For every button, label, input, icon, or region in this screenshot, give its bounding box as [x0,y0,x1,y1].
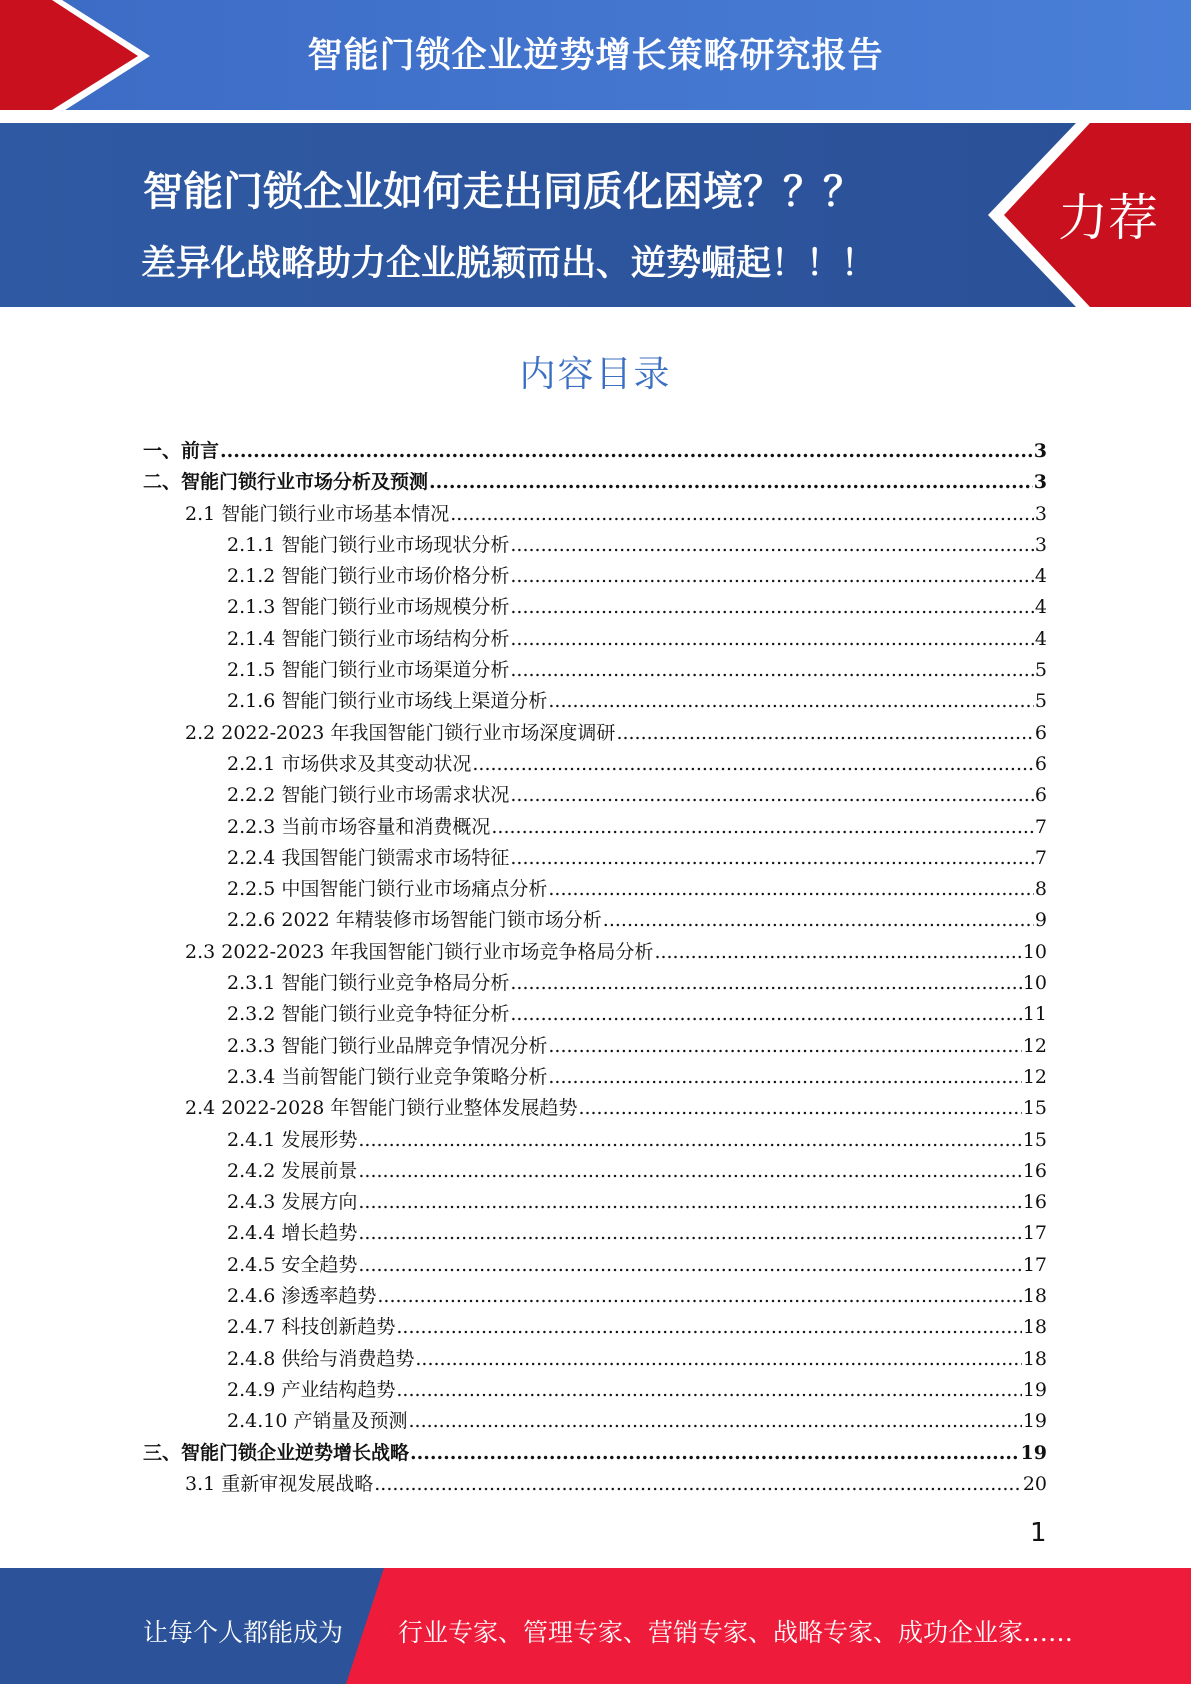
toc-entry-page: 19 [1022,1410,1047,1433]
toc-leader-dots [358,1222,1021,1244]
toc-entry[interactable] [143,655,1047,686]
toc-entry[interactable] [143,1469,1047,1500]
toc-leader-dots [510,972,1021,994]
toc-entry-label: 2.2 2022-2023 年我国智能门锁行业市场深度调研 [185,721,616,744]
toc-entry[interactable] [143,780,1047,811]
toc-entry-label: 2.4.9 产业结构趋势 [227,1378,396,1401]
toc-entry-label: 2.1.4 智能门锁行业市场结构分析 [227,627,510,650]
toc-entry[interactable] [143,1062,1047,1093]
toc-entry[interactable] [143,467,1047,498]
toc-entry[interactable] [143,968,1047,999]
toc-entry-page: 12 [1022,1034,1047,1057]
toc-entry-page: 10 [1022,940,1047,963]
toc-entry-page: 20 [1022,1472,1047,1495]
recommend-badge-text: 力荐 [1058,189,1158,247]
toc-entry-page: 16 [1022,1191,1047,1214]
toc-entry-page: 17 [1022,1253,1047,1276]
toc-leader-dots [510,847,1034,869]
toc-entry-label: 2.1.1 智能门锁行业市场现状分析 [227,533,510,556]
toc-entry[interactable] [143,1250,1047,1281]
toc-entry-page: 4 [1034,565,1047,588]
toc-entry-label: 三、智能门锁企业逆势增长战略 [143,1441,410,1464]
toc-entry-label: 2.2.2 智能门锁行业市场需求状况 [227,784,510,807]
toc-entry[interactable] [143,1312,1047,1343]
toc-entry-page: 8 [1034,878,1047,901]
toc-entry-label: 2.4.3 发展方向 [227,1191,358,1214]
toc-entry-label: 2.4.7 科技创新趋势 [227,1316,396,1339]
toc-entry[interactable] [143,1344,1047,1375]
toc-leader-dots [654,941,1021,963]
toc-entry-label: 2.4.10 产销量及预测 [227,1410,408,1433]
toc-entry-page: 15 [1022,1097,1047,1120]
toc-entry-label: 2.1.2 智能门锁行业市场价格分析 [227,565,510,588]
toc-leader-dots [578,1097,1021,1119]
toc-entry-page: 6 [1034,752,1047,775]
toc-entry[interactable] [143,624,1047,655]
toc-entry[interactable] [143,1406,1047,1437]
toc-entry-label: 2.3 2022-2023 年我国智能门锁行业市场竞争格局分析 [185,940,654,963]
toc-entry-label: 2.2.3 当前市场容量和消费概况 [227,815,491,838]
toc-leader-dots [510,596,1034,618]
toc-entry-label: 2.3.4 当前智能门锁行业竞争策略分析 [227,1065,548,1088]
toc-leader-dots [510,628,1034,650]
toc-entry-page: 3 [1034,533,1047,556]
toc-entry-page: 3 [1033,471,1047,494]
toc-entry-label: 2.3.3 智能门锁行业品牌竞争情况分析 [227,1034,548,1057]
hero-subheadline: 差异化战略助力企业脱颖而出、逆势崛起！！！ [141,244,877,284]
toc-entry-label: 2.3.2 智能门锁行业竞争特征分析 [227,1003,510,1026]
toc-heading: 内容目录 [519,354,672,395]
toc-entry-label: 2.4 2022-2028 年智能门锁行业整体发展趋势 [185,1097,578,1120]
toc-leader-dots [603,909,1034,931]
table-of-contents [143,436,1047,1500]
toc-leader-dots [548,690,1034,712]
toc-entry-label: 2.1.3 智能门锁行业市场规模分析 [227,596,510,619]
toc-leader-dots [548,1066,1021,1088]
toc-entry[interactable] [143,1375,1047,1406]
toc-entry-page: 3 [1034,502,1047,525]
toc-entry[interactable] [143,1281,1047,1312]
toc-entry-label: 2.4.1 发展形势 [227,1128,358,1151]
toc-entry[interactable] [143,1218,1047,1249]
toc-entry-page: 5 [1034,690,1047,713]
toc-entry-label: 3.1 重新审视发展战略 [185,1472,374,1495]
toc-leader-dots [415,1348,1021,1370]
toc-entry-label: 2.2.1 市场供求及其变动状况 [227,752,472,775]
toc-entry-label: 一、前言 [143,440,220,462]
toc-entry-label: 2.1 智能门锁行业市场基本情况 [185,502,450,525]
toc-entry-label: 2.4.4 增长趋势 [227,1222,358,1245]
toc-leader-dots [220,440,1033,462]
toc-leader-dots [408,1410,1021,1432]
toc-entry-page: 18 [1022,1347,1047,1370]
toc-entry-label: 2.3.1 智能门锁行业竞争格局分析 [227,972,510,995]
toc-entry-page: 6 [1034,721,1047,744]
toc-entry-page: 18 [1022,1316,1047,1339]
footer-slogan-right: 行业专家、管理专家、营销专家、战略专家、成功企业家…… [398,1618,1074,1647]
toc-leader-dots [358,1129,1021,1151]
toc-entry-page: 4 [1034,627,1047,650]
toc-entry-page: 7 [1034,815,1047,838]
toc-entry-page: 6 [1034,784,1047,807]
toc-leader-dots [548,1035,1021,1057]
toc-entry[interactable] [143,874,1047,905]
toc-entry[interactable] [143,592,1047,623]
toc-entry[interactable] [143,843,1047,874]
toc-leader-dots [510,534,1034,556]
toc-leader-dots [510,784,1034,806]
toc-leader-dots [510,565,1034,587]
toc-entry[interactable] [143,1093,1047,1124]
report-title: 智能门锁企业逆势增长策略研究报告 [307,36,884,76]
toc-entry[interactable] [143,1438,1047,1469]
toc-leader-dots [548,878,1034,900]
toc-entry-page: 19 [1020,1441,1047,1464]
toc-entry-page: 17 [1022,1222,1047,1245]
toc-entry[interactable] [143,561,1047,592]
toc-entry[interactable] [143,1187,1047,1218]
toc-entry-label: 2.4.5 安全趋势 [227,1253,358,1276]
toc-entry-label: 2.1.5 智能门锁行业市场渠道分析 [227,659,510,682]
toc-entry[interactable] [143,999,1047,1030]
toc-entry-page: 10 [1022,972,1047,995]
toc-entry-page: 5 [1034,659,1047,682]
toc-leader-dots [491,816,1034,838]
toc-entry[interactable] [143,499,1047,530]
hero-headline: 智能门锁企业如何走出同质化困境？？？ [143,169,863,215]
toc-leader-dots [396,1379,1021,1401]
toc-entry[interactable] [143,749,1047,780]
toc-entry[interactable] [143,530,1047,561]
toc-entry-page: 11 [1022,1003,1047,1026]
toc-entry[interactable] [143,436,1047,467]
page-number: 1 [1030,1518,1047,1548]
toc-leader-dots [410,1442,1020,1464]
toc-leader-dots [510,1003,1021,1025]
toc-entry[interactable] [143,812,1047,843]
toc-entry[interactable] [143,718,1047,749]
toc-entry[interactable] [143,937,1047,968]
toc-leader-dots [374,1473,1022,1495]
toc-leader-dots [377,1285,1021,1307]
toc-entry-page: 19 [1022,1378,1047,1401]
toc-entry-page: 18 [1022,1285,1047,1308]
toc-leader-dots [450,503,1034,525]
toc-entry-page: 15 [1022,1128,1047,1151]
toc-entry-label: 2.4.2 发展前景 [227,1159,358,1182]
toc-leader-dots [616,722,1033,744]
toc-leader-dots [358,1191,1021,1213]
toc-entry-label: 2.2.5 中国智能门锁行业市场痛点分析 [227,878,548,901]
toc-entry-page: 3 [1033,440,1047,462]
toc-entry-page: 12 [1022,1065,1047,1088]
footer-slogan-left: 让每个人都能成为 [143,1618,344,1647]
toc-leader-dots [396,1316,1021,1338]
toc-leader-dots [510,659,1034,681]
toc-entry-page: 7 [1034,846,1047,869]
toc-entry[interactable] [143,1031,1047,1062]
toc-leader-dots [429,471,1033,493]
toc-leader-dots [358,1160,1021,1182]
toc-entry[interactable] [143,905,1047,936]
toc-entry-label: 2.2.6 2022 年精装修市场智能门锁市场分析 [227,909,602,932]
toc-entry-page: 9 [1034,909,1047,932]
toc-entry[interactable] [143,686,1047,717]
toc-entry[interactable] [143,1125,1047,1156]
toc-entry-page: 4 [1034,596,1047,619]
toc-entry-label: 2.2.4 我国智能门锁需求市场特征 [227,846,510,869]
toc-entry-page: 16 [1022,1159,1047,1182]
toc-entry[interactable] [143,1156,1047,1187]
toc-leader-dots [358,1254,1021,1276]
toc-leader-dots [472,753,1034,775]
toc-entry-label: 2.4.8 供给与消费趋势 [227,1347,415,1370]
toc-entry-label: 2.4.6 渗透率趋势 [227,1285,377,1308]
toc-entry-label: 二、智能门锁行业市场分析及预测 [143,471,429,494]
toc-entry-label: 2.1.6 智能门锁行业市场线上渠道分析 [227,690,548,713]
